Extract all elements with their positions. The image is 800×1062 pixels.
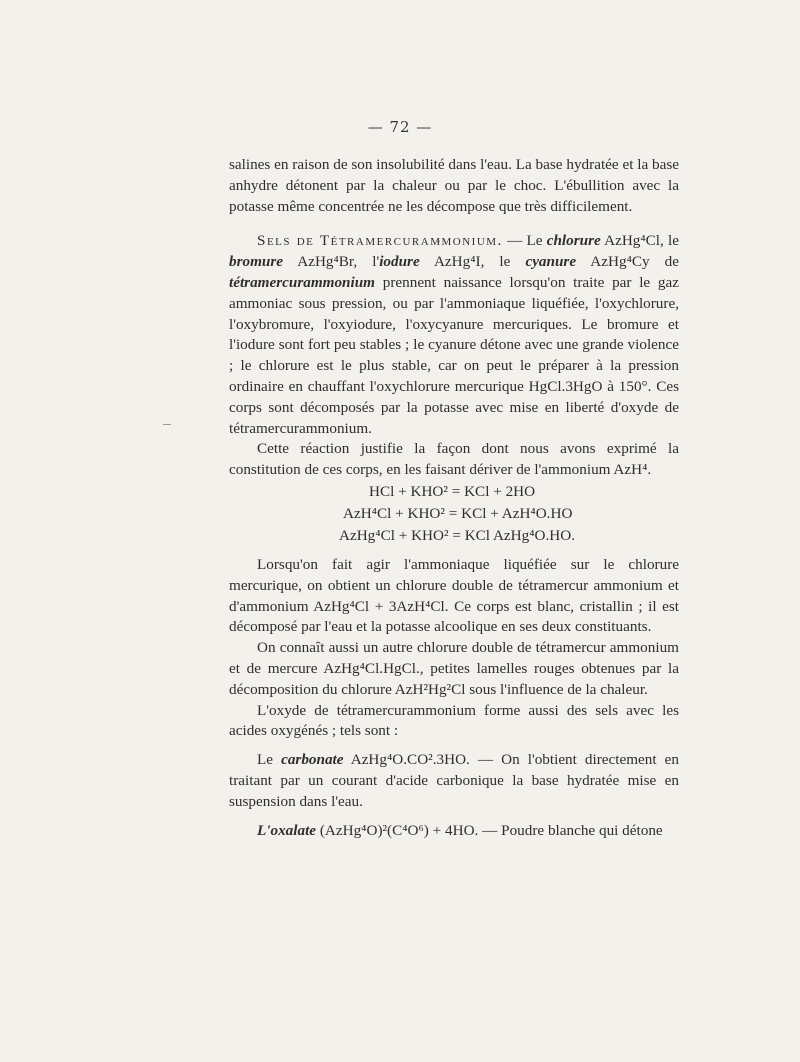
text-run: prennent naissance lorsqu'on traite par le gaz ammoniac sous pression, ou par l'ammoniaque liquéfiée, l'oxychlorure, l'oxybromure, l'oxyiodure, l'oxycyanure mercuriques. Le bromure et l'iodure sont fort peu stables ; le cyanure détone avec une grande violence ; le chlorure est le plus stable, car on peut le préparer à la pression ordinaire en chauffant l'oxychlorure mercurique HgCl.3HgO à 150°. Ces corps sont décomposés par la potasse avec mise en liberté d'oxyde de tétramercurammonium. bbox=[229, 273, 679, 437]
text-run: AzHg⁴I, le bbox=[419, 253, 526, 271]
text-run: AzHg⁴Cl, le bbox=[600, 232, 679, 250]
equation-2: AzH⁴Cl + KHO² = KCl + AzH⁴O.HO bbox=[343, 504, 573, 522]
equation-1: HCl + KHO² = KCl + 2HO bbox=[369, 482, 536, 500]
body-text bbox=[229, 155, 679, 841]
section-heading: Sels de Tétramercurammonium. bbox=[257, 232, 503, 250]
equation-3: AzHg⁴Cl + KHO² = KCl AzHg⁴O.HO. bbox=[339, 526, 576, 544]
term-iodure: iodure bbox=[379, 253, 420, 271]
text-run: Le bbox=[257, 751, 282, 769]
text-run: (AzHg⁴O)²(C⁴O⁶) + 4HO. — Poudre blanche qui détone bbox=[316, 821, 663, 839]
page-number: — 72 — bbox=[367, 118, 433, 136]
term-chlorure: chlorure bbox=[546, 232, 601, 250]
paragraph-oxygen-salts: L'oxyde de tétramercurammonium forme aussi des sels avec les acides oxygénés ; tels sont : bbox=[229, 701, 679, 740]
paragraph-continuation: salines en raison de son insolubilité dans l'eau. La base hydratée et la base anhydre détonent par la chaleur ou par le choc. L'ébullition avec la potasse même concentrée ne les décompose que très difficilement. bbox=[229, 156, 679, 215]
margin-mark bbox=[163, 424, 171, 425]
text-run: AzHg⁴Br, l' bbox=[283, 253, 380, 271]
term-tetramercurammonium: tétramercurammonium bbox=[229, 273, 375, 291]
paragraph-double-chloride: Lorsqu'on fait agir l'ammoniaque liquéfiée sur le chlorure mercurique, on obtient un chlorure double de tétramercur ammonium et d'ammonium AzHg⁴Cl + 3AzH⁴Cl. Ce corps est blanc, cristallin ; il est décomposé par l'eau et la potasse alcoolique en ses deux constituants. bbox=[229, 555, 679, 636]
term-cyanure: cyanure bbox=[525, 253, 577, 271]
term-bromure: bromure bbox=[229, 253, 284, 271]
paragraph-mercury-double-chloride: On connaît aussi un autre chlorure double de tétramercur ammonium et de mercure AzHg⁴Cl.HgCl., petites lamelles rouges obtenues par la décomposition du chlorure AzH²Hg²Cl sous l'influence de la chaleur. bbox=[229, 639, 679, 698]
paragraph-reaction: Cette réaction justifie la façon dont nous avons exprimé la constitution de ces corps, en les faisant dériver de l'ammonium AzH⁴. bbox=[229, 440, 679, 479]
paragraph-oxalate bbox=[229, 821, 679, 842]
paragraph-section-salts bbox=[229, 231, 679, 439]
term-carbonate: carbonate bbox=[281, 751, 344, 769]
text-run: — Le bbox=[502, 232, 547, 250]
paragraph-carbonate bbox=[229, 750, 679, 812]
term-oxalate: L'oxalate bbox=[257, 821, 317, 839]
equation-block bbox=[229, 481, 679, 547]
text-run: AzHg⁴Cy de bbox=[576, 253, 679, 271]
text-run: AzHg⁴O.CO².3HO. — On l'obtient directement en traitant par un courant d'acide carbonique la base hydratée mise en suspension dans l'eau. bbox=[229, 751, 679, 810]
